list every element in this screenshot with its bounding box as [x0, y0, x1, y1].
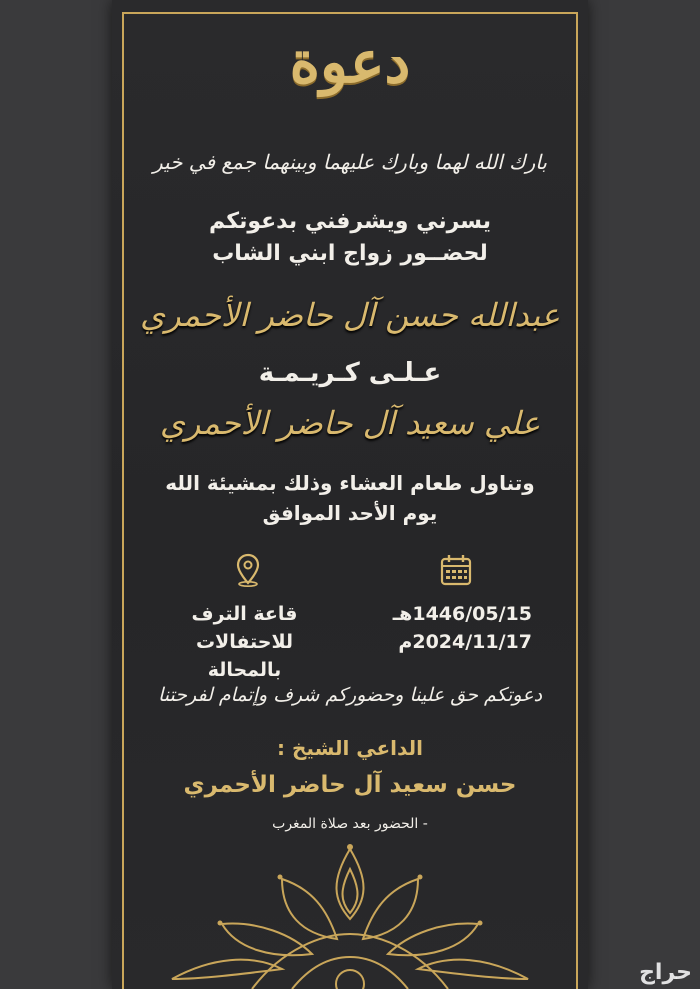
dinner-line-2: يوم الأحد الموافق	[262, 501, 438, 525]
intro-text	[112, 206, 588, 270]
host-label: الداعي الشيخ :	[277, 736, 423, 760]
intro-line-2: لحضــور زواج ابني الشاب	[212, 241, 488, 266]
on-behalf-text: عـلـى كـريـمـة	[258, 358, 442, 388]
invitation-title: دعوة	[289, 28, 411, 96]
intro-line-1: يسرني ويشرفني بدعوتكم	[209, 209, 491, 234]
host-name: حسن سعيد آل حاضر الأحمري	[183, 772, 517, 798]
date-hijri: 1446/05/15هـ	[392, 603, 532, 625]
right-backdrop	[588, 0, 700, 989]
invitation-card	[112, 0, 588, 989]
location-pin-icon	[230, 552, 266, 588]
event-dates	[367, 600, 532, 656]
dinner-text	[112, 468, 588, 528]
blessing-calligraphy: بارك الله لهما وبارك عليهما وبينهما جمع في خير	[153, 150, 547, 174]
calendar-icon	[438, 552, 474, 588]
mandala-ornament	[132, 839, 568, 989]
left-backdrop	[0, 0, 112, 989]
event-venue	[142, 600, 347, 684]
date-gregorian: 2024/11/17م	[398, 631, 532, 653]
dinner-line-1: وتناول طعام العشاء وذلك بمشيئة الله	[165, 471, 535, 495]
attendance-note: - الحضور بعد صلاة المغرب	[272, 816, 428, 832]
groom-name: عبدالله حسن آل حاضر الأحمري	[140, 296, 560, 334]
watermark-logo: حراج	[639, 960, 692, 985]
bride-father-name: علي سعيد آل حاضر الأحمري	[159, 404, 541, 442]
venue-line-2: بالمحالة	[207, 659, 282, 681]
greeting-calligraphy: دعوتكم حق علينا وحضوركم شرف وإتمام لفرحتنا	[157, 684, 543, 706]
venue-line-1: قاعة الترف للاحتفالات	[191, 603, 298, 653]
